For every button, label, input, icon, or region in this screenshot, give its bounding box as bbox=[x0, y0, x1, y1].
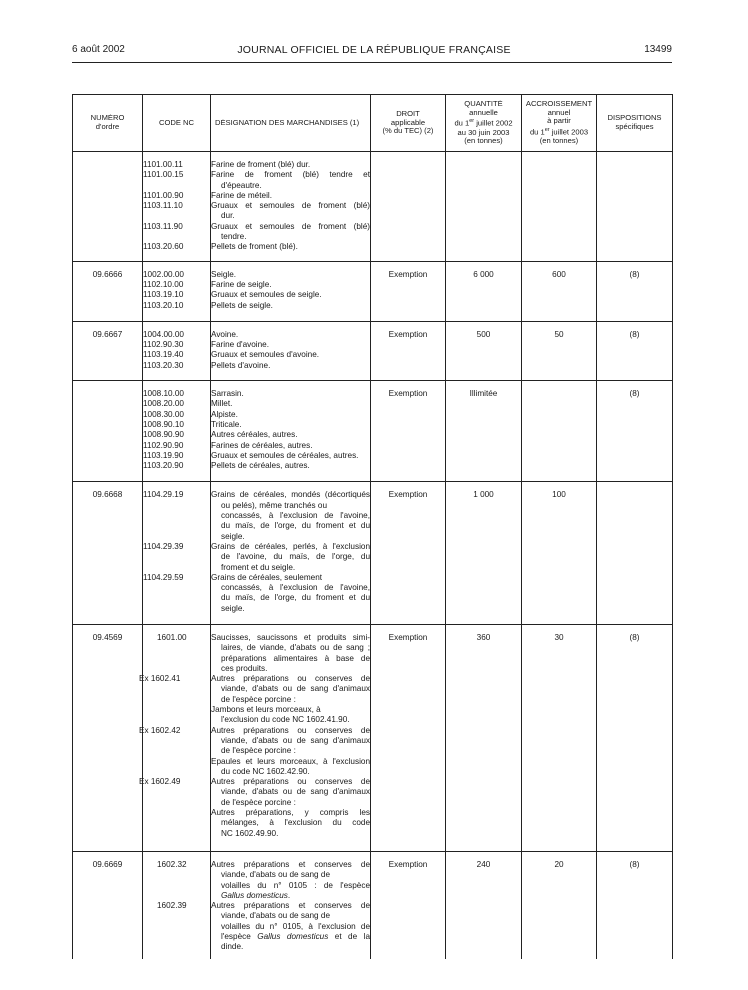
code-spacer bbox=[143, 181, 210, 191]
code-nc: 1602.39 bbox=[157, 901, 187, 911]
code-nc-cell bbox=[143, 152, 211, 262]
designation-line: l'exclusion du code NC 1602.41.90. bbox=[221, 715, 350, 725]
code-spacer bbox=[143, 705, 210, 715]
code-nc: 1101.00.11 bbox=[143, 160, 183, 169]
col-header-line: d'ordre bbox=[95, 123, 120, 131]
quantite-cell: 1 000 bbox=[446, 482, 522, 625]
table-row bbox=[73, 152, 673, 262]
col-header-line: ACCROISSEMENT bbox=[525, 100, 593, 109]
col-header-line: (% du TEC) (2) bbox=[382, 127, 434, 136]
code-nc: 1004.00.00 bbox=[143, 329, 184, 339]
col-header-line: NUMÉRO bbox=[90, 114, 125, 123]
col-header-code bbox=[143, 95, 211, 152]
designation-line: Gruaux et semoules de seigle. bbox=[211, 290, 322, 300]
droit-cell: Exemption bbox=[371, 381, 446, 482]
numero-cell: 09.6667 bbox=[73, 321, 143, 380]
designation-line: Autres préparations ou conserves de bbox=[211, 725, 370, 735]
col-header-accroissement bbox=[522, 95, 597, 152]
designation-line: seigle. bbox=[221, 531, 245, 541]
accroissement-cell: 30 bbox=[522, 624, 597, 851]
designation-line: Farine de seigle. bbox=[211, 279, 272, 289]
col-header-quantite bbox=[446, 95, 522, 152]
droit-cell: Exemption bbox=[371, 261, 446, 321]
code-nc: 1103.20.30 bbox=[143, 360, 184, 370]
col-header-line: DROIT bbox=[396, 110, 420, 119]
designation-line: Autres préparations, y compris les bbox=[211, 808, 370, 818]
code-spacer bbox=[143, 521, 210, 531]
designation-line: viande, d'abats ou de sang de bbox=[221, 870, 330, 880]
accroissement-cell: 50 bbox=[522, 321, 597, 380]
designation-line: de l'espèce porcine : bbox=[221, 694, 296, 704]
code-nc: 1008.10.00 bbox=[143, 389, 184, 399]
code-spacer bbox=[143, 532, 210, 542]
code-spacer bbox=[143, 891, 210, 901]
code-spacer bbox=[143, 942, 210, 952]
designation-line: Epaules et leurs morceaux, à l'exclusion bbox=[211, 756, 370, 766]
code-spacer bbox=[143, 211, 210, 221]
code-nc: 1103.11.10 bbox=[143, 201, 183, 211]
designation-line: Pellets de céréales, autres. bbox=[211, 461, 310, 471]
code-spacer bbox=[143, 715, 210, 725]
code-spacer bbox=[143, 932, 210, 942]
designation-line: Pellets d'avoine. bbox=[211, 360, 271, 370]
numero-cell: 09.4569 bbox=[73, 624, 143, 851]
designation-line: du maïs, de l'orge, du froment et du bbox=[221, 593, 370, 603]
header-date: 6 août 2002 bbox=[72, 44, 125, 55]
code-nc: 1102.90.30 bbox=[143, 340, 184, 350]
designation-line: Autres préparations et conserves de bbox=[211, 859, 370, 869]
col-header-line: (en tonnes) bbox=[539, 137, 579, 146]
code-spacer bbox=[143, 593, 210, 603]
designation-line: Gruaux et semoules de froment (blé) bbox=[211, 221, 370, 231]
code-spacer bbox=[143, 563, 210, 573]
col-header-line: annuel bbox=[547, 108, 571, 117]
code-nc: 1101.00.15 bbox=[143, 170, 184, 180]
col-header-designation bbox=[211, 95, 371, 152]
code-spacer bbox=[143, 736, 210, 746]
designation-cell bbox=[211, 261, 371, 321]
code-nc: 1104.29.19 bbox=[143, 490, 184, 500]
dispositions-cell bbox=[597, 152, 673, 262]
designation-cell bbox=[211, 624, 371, 851]
designation-line: Grains de céréales, mondés (décortiqués bbox=[211, 490, 370, 500]
designation-cell bbox=[211, 381, 371, 482]
table-row bbox=[73, 381, 673, 482]
code-nc: 1008.90.90 bbox=[143, 430, 184, 440]
code-spacer bbox=[143, 583, 210, 593]
code-nc: 1008.30.00 bbox=[143, 409, 184, 419]
designation-line: Gruaux et semoules de céréales, autres. bbox=[211, 450, 359, 460]
col-header-line: CODE NC bbox=[158, 118, 195, 127]
code-spacer bbox=[143, 881, 210, 891]
numero-cell bbox=[73, 152, 143, 262]
tariff-table bbox=[72, 94, 673, 959]
designation-line: ou pelés), même tranchés ou bbox=[221, 500, 328, 510]
accroissement-cell: 600 bbox=[522, 261, 597, 321]
code-nc: 1602.32 bbox=[157, 859, 187, 869]
designation-line: ces produits. bbox=[221, 663, 268, 673]
code-nc: 1103.19.90 bbox=[143, 450, 184, 460]
code-nc: 1103.19.10 bbox=[143, 290, 184, 300]
designation-line: seigle. bbox=[221, 603, 245, 613]
designation-line: Sarrasin. bbox=[211, 389, 244, 399]
code-spacer bbox=[143, 552, 210, 562]
droit-cell bbox=[371, 152, 446, 262]
droit-cell: Exemption bbox=[371, 851, 446, 958]
code-spacer bbox=[143, 808, 210, 818]
designation-line: d'épeautre. bbox=[221, 180, 262, 190]
code-nc: 1103.11.90 bbox=[143, 221, 183, 231]
designation-line: viande, d'abats ou de sang d'animaux bbox=[221, 735, 370, 745]
designation-cell bbox=[211, 152, 371, 262]
code-spacer bbox=[143, 604, 210, 614]
code-nc: 1104.29.39 bbox=[143, 541, 184, 551]
code-nc: 1601.00 bbox=[157, 632, 187, 642]
designation-line: tendre. bbox=[221, 232, 247, 242]
designation-line: Gallus domesticus. bbox=[221, 890, 291, 900]
code-nc: Ex 1602.41 bbox=[139, 674, 181, 684]
code-nc: 1103.19.40 bbox=[143, 350, 184, 360]
table-row bbox=[73, 261, 673, 321]
col-header-droit bbox=[371, 95, 446, 152]
designation-line: Autres préparations et conserves de bbox=[211, 901, 370, 911]
droit-cell: Exemption bbox=[371, 321, 446, 380]
code-nc-cell bbox=[139, 624, 211, 851]
dispositions-cell: (8) bbox=[597, 381, 673, 482]
droit-cell: Exemption bbox=[371, 482, 446, 625]
dispositions-cell: (8) bbox=[597, 851, 673, 958]
designation-line: Grains de céréales, perlés, à l'exclusion bbox=[211, 541, 370, 551]
designation-cell bbox=[211, 482, 371, 625]
designation-line: laires, de viande, d'abats ou de sang ; bbox=[221, 643, 370, 653]
code-spacer bbox=[143, 746, 210, 756]
designation-line: viande, d'abats ou de sang d'animaux bbox=[221, 684, 370, 694]
designation-line: l'espèce Gallus domesticus et de la bbox=[221, 932, 370, 941]
dispositions-cell: (8) bbox=[597, 321, 673, 380]
designation-line: dinde. bbox=[221, 942, 244, 952]
code-spacer bbox=[143, 511, 210, 521]
designation-line: froment et du seigle. bbox=[221, 562, 296, 572]
code-nc: 1002.00.00 bbox=[143, 269, 184, 279]
code-nc: 1103.20.90 bbox=[143, 461, 184, 471]
designation-line: mélanges, à l'exclusion du code bbox=[221, 818, 370, 828]
code-nc-cell bbox=[143, 261, 211, 321]
col-header-line: spécifiques bbox=[615, 123, 654, 131]
numero-cell bbox=[73, 381, 143, 482]
designation-line: dur. bbox=[221, 211, 235, 221]
designation-line: Pellets de froment (blé). bbox=[211, 242, 298, 252]
designation-line: Gruaux et semoules d'avoine. bbox=[211, 350, 320, 360]
designation-line: Triticale. bbox=[211, 419, 242, 429]
col-header-line: applicable bbox=[390, 118, 426, 127]
accroissement-cell bbox=[522, 381, 597, 482]
code-spacer bbox=[143, 922, 210, 932]
quantite-cell: 6 000 bbox=[446, 261, 522, 321]
designation-line: Autres préparations ou conserves de bbox=[211, 674, 370, 684]
dispositions-cell bbox=[597, 482, 673, 625]
quantite-cell: Illimitée bbox=[446, 381, 522, 482]
dispositions-cell: (8) bbox=[597, 624, 673, 851]
designation-line: Alpiste. bbox=[211, 409, 238, 419]
code-spacer bbox=[143, 664, 210, 674]
journal-title: JOURNAL OFFICIEL DE LA RÉPUBLIQUE FRANÇAISE bbox=[237, 44, 511, 56]
designation-line: préparations alimentaires à base de bbox=[221, 653, 370, 663]
designation-line: Jambons et leurs morceaux, à bbox=[211, 705, 321, 715]
accroissement-cell bbox=[522, 152, 597, 262]
designation-line: Farines de céréales, autres. bbox=[211, 440, 313, 450]
designation-line: Pellets de seigle. bbox=[211, 300, 273, 310]
code-spacer bbox=[143, 829, 210, 839]
designation-line: volailles du n° 0105 : de l'espèce bbox=[221, 880, 370, 890]
page-number: 13499 bbox=[644, 44, 672, 55]
designation-line: Farine de froment (blé) tendre et bbox=[211, 170, 370, 180]
table-body bbox=[73, 152, 673, 959]
code-nc-cell bbox=[143, 482, 211, 625]
designation-line: concassés, à l'exclusion de l'avoine, bbox=[221, 583, 370, 593]
numero-cell: 09.6669 bbox=[73, 851, 143, 958]
numero-cell: 09.6668 bbox=[73, 482, 143, 625]
code-nc: 1008.20.00 bbox=[143, 399, 184, 409]
col-header-line: à partir bbox=[547, 117, 571, 126]
code-spacer bbox=[143, 501, 210, 511]
designation-line: Gruaux et semoules de froment (blé) bbox=[211, 201, 370, 211]
designation-cell bbox=[211, 321, 371, 380]
code-spacer bbox=[143, 643, 210, 653]
col-header-line: du 1er juillet 2002 bbox=[454, 118, 513, 128]
designation-line: Grains de céréales, seulement bbox=[211, 572, 323, 582]
accroissement-cell: 20 bbox=[522, 851, 597, 958]
designation-line: de l'avoine, du maïs, de l'orge, du bbox=[221, 552, 370, 562]
code-spacer bbox=[143, 767, 210, 777]
code-nc: Ex 1602.42 bbox=[139, 725, 181, 735]
designation-line: viande, d'abats ou de sang d'animaux bbox=[221, 787, 370, 797]
col-header-numero bbox=[73, 95, 143, 152]
code-nc: Ex 1602.49 bbox=[139, 777, 181, 787]
designation-line: de l'espèce porcine : bbox=[221, 746, 296, 756]
code-nc-cell bbox=[143, 321, 211, 380]
designation-line: du maïs, de l'orge, du froment et du bbox=[221, 521, 370, 531]
table-row bbox=[73, 321, 673, 380]
col-header-line: au 30 juin 2003 bbox=[457, 128, 510, 137]
code-spacer bbox=[143, 695, 210, 705]
header-rule bbox=[72, 62, 672, 63]
code-spacer bbox=[143, 684, 210, 694]
designation-line: Farine de froment (blé) dur. bbox=[211, 160, 311, 169]
code-spacer bbox=[143, 798, 210, 808]
dispositions-cell: (8) bbox=[597, 261, 673, 321]
code-nc: 1104.29.59 bbox=[143, 572, 184, 582]
table-row bbox=[73, 482, 673, 625]
designation-line: NC 1602.49.90. bbox=[221, 828, 279, 838]
quantite-cell bbox=[446, 152, 522, 262]
code-nc: 1101.00.90 bbox=[143, 190, 184, 200]
quantite-cell: 500 bbox=[446, 321, 522, 380]
code-spacer bbox=[143, 870, 210, 880]
code-spacer bbox=[143, 757, 210, 767]
table-header-row bbox=[73, 95, 673, 152]
designation-line: Saucisses, saucissons et produits simi- bbox=[211, 632, 370, 642]
col-header-dispositions bbox=[597, 95, 673, 152]
quantite-cell: 360 bbox=[446, 624, 522, 851]
code-nc: 1102.10.00 bbox=[143, 279, 184, 289]
designation-line: concassés, à l'exclusion de l'avoine, bbox=[221, 511, 370, 521]
designation-line: Autres céréales, autres. bbox=[211, 430, 298, 440]
designation-line: Farine de méteil. bbox=[211, 190, 272, 200]
table-row bbox=[73, 851, 673, 958]
code-spacer bbox=[143, 654, 210, 664]
designation-line: Farine d'avoine. bbox=[211, 340, 270, 350]
col-header-line: annuelle bbox=[469, 108, 498, 117]
code-nc-cell bbox=[143, 851, 211, 958]
designation-line: viande, d'abats ou de sang de bbox=[221, 911, 330, 921]
designation-line: de l'espèce porcine : bbox=[221, 797, 296, 807]
col-header-line: (en tonnes) bbox=[464, 137, 503, 146]
code-nc-cell bbox=[143, 381, 211, 482]
designation-line: Millet. bbox=[211, 399, 233, 409]
code-spacer bbox=[143, 818, 210, 828]
designation-line: Avoine. bbox=[211, 329, 239, 339]
designation-cell bbox=[211, 851, 371, 958]
code-spacer bbox=[143, 787, 210, 797]
code-nc: 1103.20.10 bbox=[143, 300, 184, 310]
code-nc: 1008.90.10 bbox=[143, 419, 184, 429]
designation-line: Autres préparations ou conserves de bbox=[211, 777, 370, 787]
col-header-line: QUANTITÉ bbox=[464, 100, 503, 109]
code-nc: 1103.20.60 bbox=[143, 242, 184, 252]
code-nc: 1102.90.90 bbox=[143, 440, 184, 450]
numero-cell: 09.6666 bbox=[73, 261, 143, 321]
col-header-line: du 1er juillet 2003 bbox=[529, 127, 589, 137]
col-header-line: DÉSIGNATION DES MARCHANDISES (1) bbox=[215, 118, 360, 127]
code-spacer bbox=[143, 911, 210, 921]
code-spacer bbox=[143, 232, 210, 242]
accroissement-cell: 100 bbox=[522, 482, 597, 625]
table-row bbox=[73, 624, 673, 851]
designation-line: Seigle. bbox=[211, 269, 237, 279]
droit-cell: Exemption bbox=[371, 624, 446, 851]
col-header-line: DISPOSITIONS bbox=[607, 114, 662, 123]
designation-line: volailles du n° 0105, à l'exclusion de bbox=[221, 921, 370, 931]
designation-line: du code NC 1602.42.90. bbox=[221, 766, 310, 776]
quantite-cell: 240 bbox=[446, 851, 522, 958]
